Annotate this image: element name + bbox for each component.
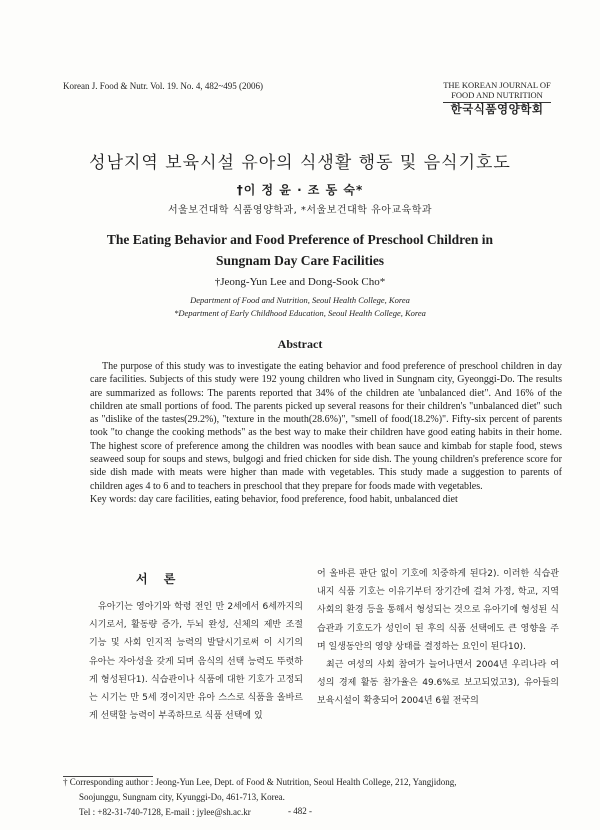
section-heading-introduction: 서 론 [136, 572, 182, 586]
body-column-left [89, 598, 303, 725]
journal-logo-line-2: FOOD AND NUTRITION [451, 90, 543, 100]
right-column-paragraph-1: 어 올바른 판단 없이 기호에 치중하게 된다2). 이러한 식습관 내지 식품 기호는 이유기부터 장기간에 걸쳐 가정, 학교, 지역사회의 환경 등을 통해서 형성되는 것으로 유아기에 형성된 식습관과 기호도가 성인이 된 후의 식품 선택에도 큰 영향을 주며 일생동안의 영양 상태를 결정하는 요인이 된다10). [317, 569, 559, 652]
affiliation-english-2: *Department of Early Childhood Education, Seoul Health College, Korea [174, 308, 426, 318]
title-english [0, 229, 600, 271]
footnote-line-3: Tel : +82-31-740-7128, E-mail : jylee@sh.ac.kr [79, 807, 251, 817]
abstract-body [90, 360, 562, 506]
abstract-text: The purpose of this study was to investigate the eating behavior and food preference of preschool children in day care facilities. Subjects of this study were 192 young children who lived in Sungnam city, Gyeonggi-Do. The results are summarized as follows: The parents reported that 34% of the children ate 'unbalanced diet". And 16% of the children ate small portions of food. The parents picked up several reasons for their children's "unbalanced diet" such as "dislike of the tastes(29.2%), "texture in the mouth(28.6%)", "smell of food(18.2%)". Fifty-six percent of parents took "to change the cooking methods" as the best way to make their children have good eating habits in their home. The highest score of preference among the children was noodles with bean sauce and kimbab for staple food, stews seaweed soup for soups and stews, bulgogi and fried chicken for side dish. The young children's preference score for side dish made with meats were higher than made with vegetables. This study made a suggestion to parents of children ages 4 to 6 and to teachers in preschool that they prepare for foods made with vegetables. [90, 361, 562, 492]
authors-korean: †이 정 윤 · 조 동 숙* [236, 183, 364, 197]
body-column-right [317, 565, 559, 711]
page-number: - 482 - [288, 806, 312, 816]
title-english-line-1: The Eating Behavior and Food Preference of Preschool Children in [106, 232, 494, 247]
affiliation-korean: 서울보건대학 식품영양학과, *서울보건대학 유아교육학과 [167, 205, 433, 216]
right-column-paragraph-2: 최근 여성의 사회 참여가 늘어나면서 2004년 우리나라 여성의 경제 활동 참가율은 49.6%로 보고되었고3), 유아들의 보육시설이 확충되어 2004년 6월 전국의 [317, 660, 559, 707]
title-english-line-2: Sungnam Day Care Facilities [215, 253, 385, 268]
title-korean: 성남지역 보육시설 유아의 식생활 행동 및 음식기호도 [89, 153, 511, 173]
keywords: Key words: day care facilities, eating behavior, food preference, food habit, unbalanced diet [90, 493, 458, 505]
footnote-line-1: † Corresponding author : Jeong-Yun Lee, Dept. of Food & Nutrition, Seoul Health College, 212, Yangjidong, [63, 777, 457, 787]
journal-logo-box [437, 80, 557, 114]
journal-logo-line-1: THE KOREAN JOURNAL OF [443, 80, 551, 90]
authors-english: †Jeong-Yun Lee and Dong-Sook Cho* [214, 276, 386, 288]
footnote-line-2: Soojunggu, Sungnam city, Kyunggi-Do, 461-713, Korea. [79, 792, 285, 802]
affiliation-english-1: Department of Food and Nutrition, Seoul Health College, Korea [190, 295, 410, 305]
journal-reference: Korean J. Food & Nutr. Vol. 19. No. 4, 482~495 (2006) [63, 81, 264, 91]
journal-logo-korean: 한국식품영양학회 [450, 102, 544, 116]
abstract-heading: Abstract [277, 337, 323, 351]
left-column-paragraph: 유아기는 영아기와 학령 전인 만 2세에서 6세까지의 시기로서, 활동량 증가, 두뇌 완성, 신체의 제반 조절 기능 및 사회 인지적 능력의 발달시기로써 이 시기의 유아는 자아성을 갖게 되며 음식의 선택 능력도 뚜렷하게 형성된다1). 식습관이나 식품에 대한 기호가 고정되는 시기는 만 5세 경이지만 유아 스스로 식품을 올바르게 선택할 능력이 부족하므로 식품 선택에 있 [89, 602, 303, 722]
